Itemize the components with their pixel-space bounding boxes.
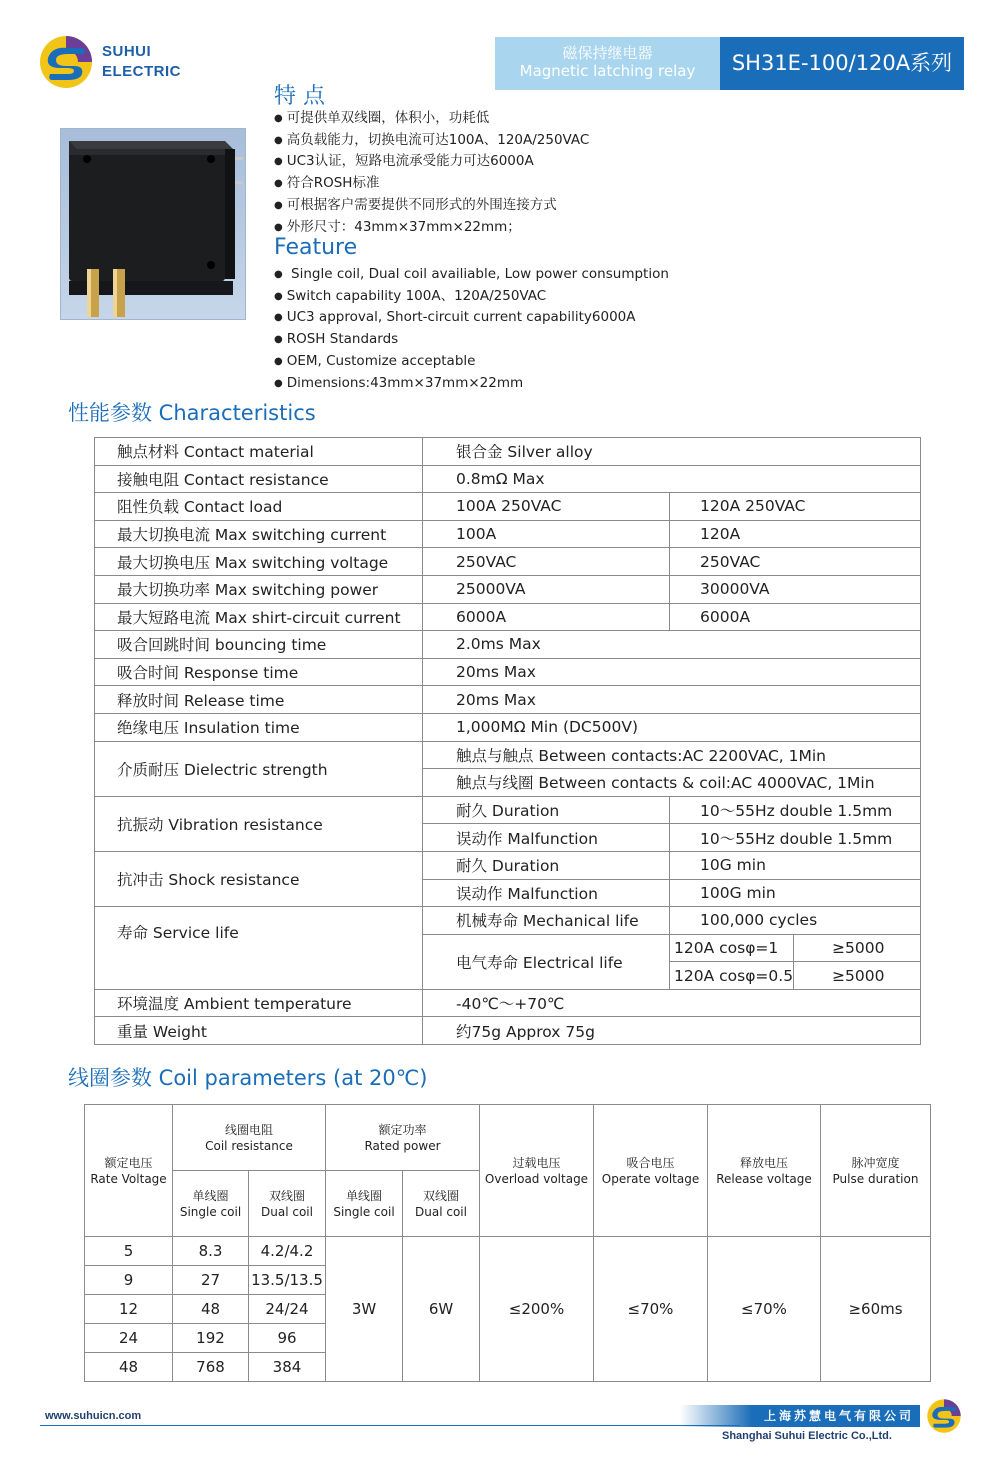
product-image xyxy=(60,128,246,320)
single-coil-cell: 48 xyxy=(173,1295,249,1324)
table-row xyxy=(95,796,921,824)
pulse-cell: ≥60ms xyxy=(821,1237,931,1382)
header-product-en: Magnetic latching relay xyxy=(519,62,696,80)
row-value: 100G min xyxy=(670,879,921,907)
row-value: 触点与触点 Between contacts:AC 2200VAC, 1Min xyxy=(423,741,921,769)
single-coil-cell: 8.3 xyxy=(173,1237,249,1266)
table-row xyxy=(95,989,921,1017)
row-value: ≥5000 xyxy=(794,934,921,962)
row-label: 寿命 Service life xyxy=(95,907,423,990)
list-item: ● 可提供单双线圈，体积小，功耗低 xyxy=(274,108,589,130)
row-value: 10～55Hz double 1.5mm xyxy=(670,824,921,852)
table-header-row xyxy=(85,1105,931,1171)
row-label: 最大切换功率 Max switching power xyxy=(95,575,423,603)
row-label: 绝缘电压 Insulation time xyxy=(95,713,423,741)
header-cn: 单线圈 xyxy=(192,1188,229,1203)
table-row xyxy=(95,713,921,741)
row-label: 吸合回跳时间 bouncing time xyxy=(95,631,423,659)
row-label: 环境温度 Ambient temperature xyxy=(95,989,423,1017)
operate-cell: ≤70% xyxy=(594,1237,708,1382)
header-product-name xyxy=(495,37,720,90)
header-en: Release voltage xyxy=(716,1171,812,1186)
header-cn: 额定电压 xyxy=(104,1155,153,1170)
header-en: Coil resistance xyxy=(205,1138,293,1153)
website-link[interactable]: www.suhuicn.com xyxy=(45,1410,142,1422)
row-value: 银合金 Silver alloy xyxy=(423,438,921,466)
header-en: Rated power xyxy=(364,1138,441,1153)
row-label: 释放时间 Release time xyxy=(95,686,423,714)
row-label: 接触电阻 Contact resistance xyxy=(95,465,423,493)
single-coil-cell: 192 xyxy=(173,1324,249,1353)
row-sublabel: 耐久 Duration xyxy=(423,796,670,824)
row-sublabel: 误动作 Malfunction xyxy=(423,824,670,852)
logo-line1: SUHUI xyxy=(102,43,152,60)
row-value: 20ms Max xyxy=(423,686,921,714)
row-value: 触点与线圈 Between contacts & coil:AC 4000VAC, 1Min xyxy=(423,769,921,797)
voltage-cell: 12 xyxy=(85,1295,173,1324)
row-value-100a: 100A xyxy=(423,520,670,548)
table-row xyxy=(85,1237,931,1266)
list-item: ● 可根据客户需要提供不同形式的外围连接方式 xyxy=(274,195,589,217)
header-en: Overload voltage xyxy=(484,1171,589,1186)
row-value-120a: 6000A xyxy=(670,603,921,631)
table-row xyxy=(95,493,921,521)
footer-logo-icon xyxy=(926,1398,962,1434)
row-value-100a: 100A 250VAC xyxy=(423,493,670,521)
row-label: 重量 Weight xyxy=(95,1017,423,1045)
header-cn: 额定功率 xyxy=(378,1122,427,1137)
single-coil-power-header xyxy=(326,1171,403,1237)
list-item: ● OEM, Customize acceptable xyxy=(274,351,669,373)
header-cn: 双线圈 xyxy=(268,1188,305,1203)
release-voltage-header xyxy=(708,1105,821,1237)
row-label: 抗冲击 Shock resistance xyxy=(95,851,423,906)
row-label: 最大切换电压 Max switching voltage xyxy=(95,548,423,576)
dual-coil-res-header xyxy=(249,1171,326,1237)
row-label: 最大短路电流 Max shirt-circuit current xyxy=(95,603,423,631)
header-cn: 吸合电压 xyxy=(626,1155,675,1170)
row-value: 2.0ms Max xyxy=(423,631,921,659)
dual-coil-power-header xyxy=(403,1171,480,1237)
operate-voltage-header xyxy=(594,1105,708,1237)
row-value-120a: 120A 250VAC xyxy=(670,493,921,521)
row-sublabel: 机械寿命 Mechanical life xyxy=(423,907,670,935)
release-cell: ≤70% xyxy=(708,1237,821,1382)
overload-voltage-header xyxy=(480,1105,594,1237)
row-value-100a: 25000VA xyxy=(423,575,670,603)
row-value-120a: 250VAC xyxy=(670,548,921,576)
condition: 120A cosφ=0.5 xyxy=(670,962,794,990)
header-cn: 释放电压 xyxy=(739,1155,788,1170)
table-row xyxy=(95,548,921,576)
row-value: 0.8mΩ Max xyxy=(423,465,921,493)
power-dual-cell: 6W xyxy=(403,1237,480,1382)
row-label: 阻性负载 Contact load xyxy=(95,493,423,521)
list-item: ● UC3 approval, Short-circuit current capability6000A xyxy=(274,307,669,329)
table-row xyxy=(95,741,921,769)
row-value-120a: 30000VA xyxy=(670,575,921,603)
header-en: Pulse duration xyxy=(832,1171,919,1186)
row-value-100a: 6000A xyxy=(423,603,670,631)
features-en-title: Feature xyxy=(274,235,358,260)
single-coil-cell: 768 xyxy=(173,1353,249,1382)
dual-coil-cell: 13.5/13.5 xyxy=(249,1266,326,1295)
features-cn-list xyxy=(274,108,589,238)
features-cn-title: 特 点 xyxy=(274,84,325,109)
list-item: ● ROSH Standards xyxy=(274,329,669,351)
header-en: Single coil xyxy=(333,1204,395,1219)
row-label: 介质耐压 Dielectric strength xyxy=(95,741,423,796)
voltage-cell: 48 xyxy=(85,1353,173,1382)
header-en: Dual coil xyxy=(415,1204,467,1219)
table-row xyxy=(95,907,921,935)
list-item: ● UC3认证，短路电流承受能力可达6000A xyxy=(274,151,589,173)
dual-coil-cell: 384 xyxy=(249,1353,326,1382)
rate-voltage-header xyxy=(85,1105,173,1237)
table-row xyxy=(95,686,921,714)
table-row xyxy=(95,465,921,493)
coil-table xyxy=(84,1104,931,1382)
list-item: ● Switch capability 100A、120A/250VAC xyxy=(274,286,669,308)
footer-company-en: Shanghai Suhui Electric Co.,Ltd. xyxy=(722,1430,892,1442)
header-en: Dual coil xyxy=(261,1204,313,1219)
list-item: ● 高负载能力，切换电流可达100A、120A/250VAC xyxy=(274,130,589,152)
header-cn: 过载电压 xyxy=(512,1155,561,1170)
table-row xyxy=(95,658,921,686)
table-row xyxy=(95,851,921,879)
list-item: ● 外形尺寸：43mm×37mm×22mm； xyxy=(274,217,589,239)
header-en: Single coil xyxy=(179,1204,242,1219)
table-row xyxy=(95,603,921,631)
overload-cell: ≤200% xyxy=(480,1237,594,1382)
header-en: Rate Voltage xyxy=(90,1171,167,1186)
characteristics-title: 性能参数 Characteristics xyxy=(68,401,316,425)
table-row xyxy=(95,631,921,659)
row-value: 10～55Hz double 1.5mm xyxy=(670,796,921,824)
pulse-duration-header xyxy=(821,1105,931,1237)
dual-coil-cell: 96 xyxy=(249,1324,326,1353)
characteristics-table xyxy=(94,437,921,1045)
table-row xyxy=(95,1017,921,1045)
condition: 120A cosφ=1 xyxy=(670,934,794,962)
row-label: 触点材料 Contact material xyxy=(95,438,423,466)
header-en: Operate voltage xyxy=(601,1171,700,1186)
footer-divider xyxy=(40,1425,740,1426)
voltage-cell: 5 xyxy=(85,1237,173,1266)
row-label: 最大切换电流 Max switching current xyxy=(95,520,423,548)
single-coil-cell: 27 xyxy=(173,1266,249,1295)
row-value: -40℃～+70℃ xyxy=(423,989,921,1017)
features-en-list xyxy=(274,264,669,394)
row-value-100a: 250VAC xyxy=(423,548,670,576)
footer-company-cn: 上海苏慧电气有限公司 xyxy=(680,1405,920,1427)
row-sublabel: 耐久 Duration xyxy=(423,851,670,879)
coil-resistance-header xyxy=(173,1105,326,1171)
row-value-120a: 120A xyxy=(670,520,921,548)
single-coil-res-header xyxy=(173,1171,249,1237)
row-value: 1,000MΩ Min (DC500V) xyxy=(423,713,921,741)
dual-coil-cell: 24/24 xyxy=(249,1295,326,1324)
row-value: 10G min xyxy=(670,851,921,879)
row-label: 抗振动 Vibration resistance xyxy=(95,796,423,851)
dual-coil-cell: 4.2/4.2 xyxy=(249,1237,326,1266)
row-value: 20ms Max xyxy=(423,658,921,686)
header-model: SH31E-100/120A系列 xyxy=(720,37,964,90)
row-value: 100,000 cycles xyxy=(670,907,921,935)
power-single-cell: 3W xyxy=(326,1237,403,1382)
relay-photo-icon xyxy=(61,129,245,319)
header-cn: 脉冲宽度 xyxy=(851,1155,900,1170)
header-cn: 双线圈 xyxy=(422,1188,459,1203)
coil-title: 线圈参数 Coil parameters (at 20℃) xyxy=(68,1066,428,1090)
voltage-cell: 9 xyxy=(85,1266,173,1295)
table-row xyxy=(95,520,921,548)
header-product-cn: 磁保持继电器 xyxy=(562,44,653,62)
row-sublabel: 误动作 Malfunction xyxy=(423,879,670,907)
header-cn: 单线圈 xyxy=(345,1188,382,1203)
list-item: ● 符合ROSH标准 xyxy=(274,173,589,195)
table-row xyxy=(95,575,921,603)
list-item: ● Dimensions:43mm×37mm×22mm xyxy=(274,373,669,395)
list-item: ● Single coil, Dual coil availiable, Low power consumption xyxy=(274,264,669,286)
logo-line2: ELECTRIC xyxy=(102,63,181,80)
row-sublabel: 电气寿命 Electrical life xyxy=(423,934,670,989)
row-label: 吸合时间 Response time xyxy=(95,658,423,686)
table-row xyxy=(95,438,921,466)
header-cn: 线圈电阻 xyxy=(224,1122,273,1137)
row-value: 约75g Approx 75g xyxy=(423,1017,921,1045)
suhui-logo-icon xyxy=(38,34,94,90)
voltage-cell: 24 xyxy=(85,1324,173,1353)
rated-power-header xyxy=(326,1105,480,1171)
row-value: ≥5000 xyxy=(794,962,921,990)
company-logo xyxy=(38,32,188,98)
